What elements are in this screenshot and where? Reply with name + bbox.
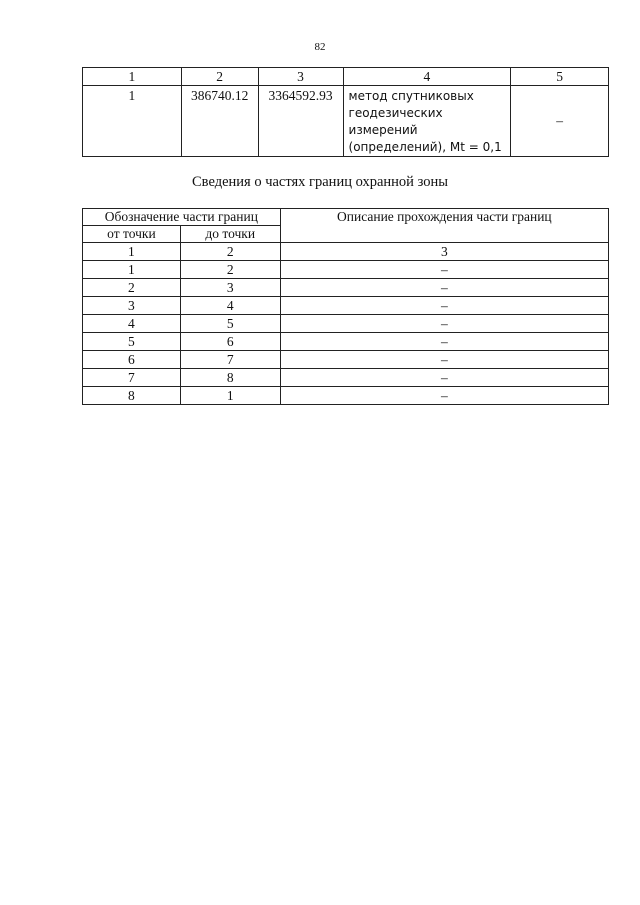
from-point-cell: 4 [83, 315, 181, 333]
to-point-cell: 4 [180, 297, 280, 315]
column-number: 1 [83, 243, 181, 261]
from-point-cell: 3 [83, 297, 181, 315]
coordinates-data-row [83, 86, 609, 157]
description-cell: – [280, 279, 608, 297]
to-point-cell: 8 [180, 369, 280, 387]
table-row [83, 279, 609, 297]
from-point-cell: 5 [83, 333, 181, 351]
to-point-cell: 3 [180, 279, 280, 297]
from-point-header: от точки [83, 226, 181, 243]
to-point-cell: 1 [180, 387, 280, 405]
page-number: 82 [314, 41, 326, 53]
section-title: Сведения о частях границ охранной зоны [192, 174, 448, 190]
header-cell: 2 [181, 68, 258, 86]
table-row [83, 351, 609, 369]
header-cell: 1 [83, 68, 182, 86]
point-number-cell: 1 [83, 86, 182, 157]
to-point-cell: 7 [180, 351, 280, 369]
method-line: (определений), Mt = 0,1 [348, 140, 502, 154]
from-point-cell: 2 [83, 279, 181, 297]
column-number-row [83, 243, 609, 261]
column-number: 2 [180, 243, 280, 261]
header-cell: 3 [258, 68, 343, 86]
table-row [83, 369, 609, 387]
boundary-part-designation-header: Обозначение части границ [83, 209, 281, 226]
description-cell: – [280, 315, 608, 333]
table-row [83, 315, 609, 333]
coordinates-header-row [83, 68, 609, 86]
to-point-header: до точки [180, 226, 280, 243]
y-coordinate-cell: 3364592.93 [258, 86, 343, 157]
header-cell: 4 [343, 68, 511, 86]
table-row [83, 333, 609, 351]
description-cell: – [280, 351, 608, 369]
column-number: 3 [280, 243, 608, 261]
method-line: метод спутниковых [348, 89, 474, 103]
from-point-cell: 1 [83, 261, 181, 279]
method-line: геодезических [348, 106, 443, 120]
x-coordinate-cell: 386740.12 [181, 86, 258, 157]
description-cell: – [280, 261, 608, 279]
description-cell: – [280, 369, 608, 387]
note-cell: – [511, 86, 609, 157]
method-line: измерений [348, 123, 418, 137]
from-point-cell: 6 [83, 351, 181, 369]
to-point-cell: 5 [180, 315, 280, 333]
table-row [83, 261, 609, 279]
coordinates-table [82, 67, 609, 157]
method-cell [343, 86, 511, 157]
boundary-parts-table [82, 208, 609, 405]
description-cell: – [280, 297, 608, 315]
to-point-cell: 2 [180, 261, 280, 279]
to-point-cell: 6 [180, 333, 280, 351]
from-point-cell: 7 [83, 369, 181, 387]
table-row [83, 387, 609, 405]
table-row [83, 297, 609, 315]
from-point-cell: 8 [83, 387, 181, 405]
group-header-row [83, 209, 609, 226]
header-cell: 5 [511, 68, 609, 86]
description-cell: – [280, 387, 608, 405]
description-header: Описание прохождения части границ [280, 209, 608, 243]
description-cell: – [280, 333, 608, 351]
